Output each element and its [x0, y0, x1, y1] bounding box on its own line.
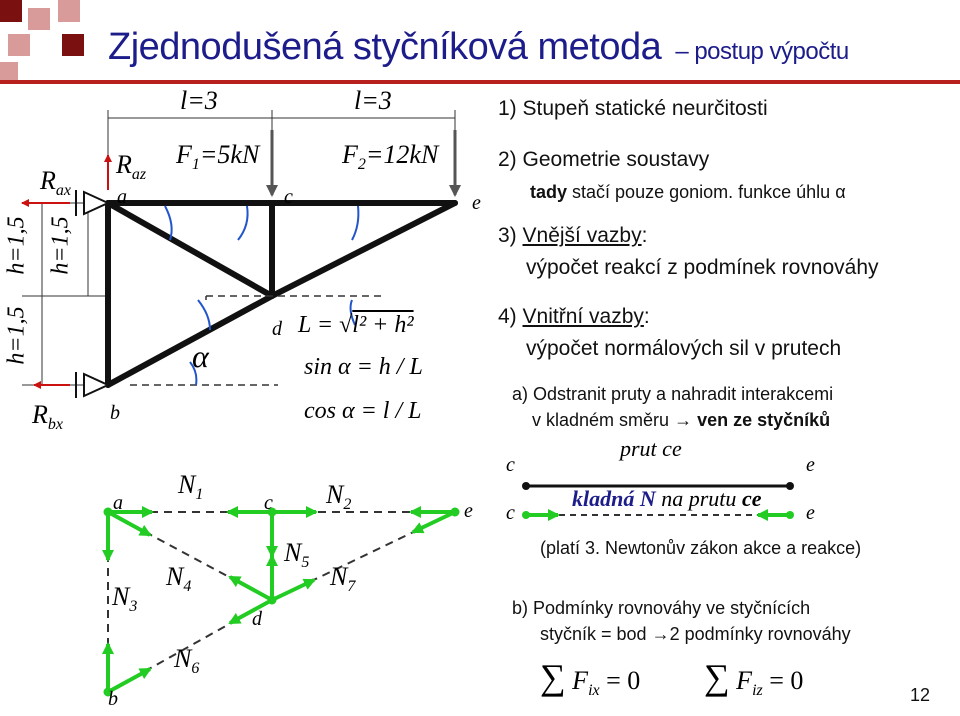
reaction-rbx: $R_{bx}$: [32, 400, 63, 434]
page-number: 12: [909, 685, 930, 705]
step-b-line2: styčník = bod →2 podmínky rovnováhy: [540, 624, 851, 644]
step-1: 1) Stupeň statické neurčitosti: [498, 97, 768, 120]
kladna-label: kladná N na prutu ce: [572, 486, 762, 511]
node-d: d: [272, 318, 282, 340]
reaction-rax: $R_{ax}$: [40, 166, 71, 200]
title-sub: – postup výpočtu: [675, 38, 849, 65]
step-a-line1: a) Odstranit pruty a nahradit interakcemi: [512, 384, 834, 404]
dim-l2: l=3: [354, 86, 392, 115]
member-n4: $N_4$: [166, 562, 192, 596]
dim-h3: h=1,5: [3, 306, 30, 365]
member-n1: $N_1$: [178, 470, 204, 504]
force-f1: $F_1=5kN$: [176, 140, 260, 174]
node-c: c: [284, 186, 293, 208]
dim-h2: h=1,5: [47, 216, 74, 275]
member-n7: $N_7$: [330, 562, 356, 596]
fbd-dashed: [108, 512, 455, 692]
alpha-label: α: [192, 338, 209, 374]
step-a-line2: v kladném směru → ven ze styčníků: [532, 410, 831, 430]
step-b-line1: b) Podmínky rovnováhy ve styčnících: [512, 598, 811, 618]
member-n6: $N_6$: [174, 644, 200, 678]
node-a: a: [117, 186, 127, 208]
formula-sin: sin α = h / L: [304, 354, 423, 380]
fbd-node-c: c: [264, 492, 273, 514]
reaction-raz: $R_{az}$: [116, 150, 147, 184]
node-e: e: [472, 192, 481, 214]
prut-node-e: e: [806, 454, 815, 476]
fbd-node-e: e: [464, 500, 473, 522]
step-2-note: tady stačí pouze goniom. funkce úhlu α: [530, 182, 846, 202]
member-n5: $N_5$: [284, 538, 310, 572]
fbd-node-a: a: [113, 492, 123, 514]
dim-h1: h=1,5: [3, 216, 30, 275]
fbd-node-d: d: [252, 608, 262, 630]
link-vnitrni-vazby[interactable]: Vnitřní vazby: [522, 305, 644, 328]
link-vnejsi-vazby[interactable]: Vnější vazby: [522, 224, 642, 247]
node-b: b: [110, 402, 120, 424]
force-f2: $F_2=12kN$: [342, 140, 439, 174]
dim-l1: l=3: [180, 86, 218, 115]
prut-node-c: c: [506, 454, 515, 476]
fbd-prut-node-e: e: [806, 502, 815, 524]
prut-label: prut ce: [620, 436, 682, 461]
title-main: Zjednodušená styčníková metoda: [108, 26, 662, 68]
step-2: 2) Geometrie soustavy: [498, 148, 710, 171]
formula-cos: cos α = l / L: [304, 398, 422, 424]
step-4-body: výpočet normálových sil v prutech: [526, 337, 842, 360]
member-n3: $N_3$: [112, 582, 138, 616]
fbd-nodes: [104, 508, 459, 696]
step-3: 3) Vnější vazby:: [498, 224, 648, 247]
equation-z: ∑ $F_{iz} = 0$: [704, 657, 804, 700]
step-4: 4) Vnitřní vazby:: [498, 305, 650, 328]
fbd-prut-node-c: c: [506, 502, 515, 524]
step-3-body: výpočet reakcí z podmínek rovnováhy: [526, 256, 879, 279]
newton-note: (platí 3. Newtonův zákon akce a reakce): [540, 538, 862, 558]
member-n2: $N_2$: [326, 480, 352, 514]
equation-x: ∑ $F_{ix} = 0$: [540, 657, 641, 700]
formula-l: L = √l² + h²: [298, 312, 414, 338]
fbd-node-b: b: [108, 688, 118, 710]
